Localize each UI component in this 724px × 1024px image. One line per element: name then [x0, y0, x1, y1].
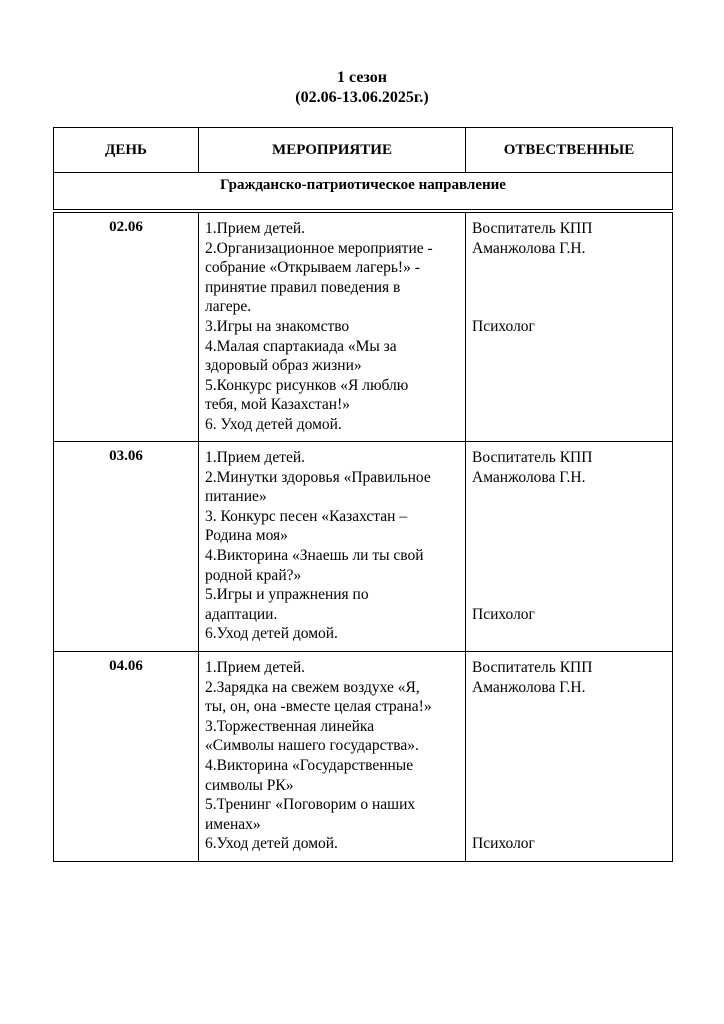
event-line: «Символы нашего государства».	[205, 737, 419, 755]
event-line: 6.Уход детей домой.	[205, 835, 338, 853]
event-line: 6.Уход детей домой.	[205, 625, 338, 643]
event-line: 6. Уход детей домой.	[205, 415, 342, 433]
table-row	[54, 652, 673, 862]
day-cell: 03.06	[54, 442, 199, 652]
event-line: принятие правил поведения в	[205, 278, 401, 296]
schedule-table	[53, 127, 673, 862]
table-row	[54, 442, 673, 652]
day-cell: 02.06	[54, 211, 199, 442]
day-cell: 04.06	[54, 652, 199, 862]
responsible-name: Аманжолова Г.Н.	[472, 678, 586, 696]
event-line: 3. Конкурс песен «Казахстан –	[205, 507, 408, 525]
responsible-cell	[466, 442, 673, 652]
event-line: питание»	[205, 488, 267, 506]
event-cell	[199, 652, 466, 862]
responsible-cell	[466, 211, 673, 442]
event-line: 5.Конкурс рисунков «Я люблю	[205, 376, 409, 394]
responsible-role: Воспитатель КПП	[472, 659, 593, 676]
psychologist-label: Психолог	[472, 606, 535, 623]
page-header	[0, 68, 724, 108]
event-line: 4.Малая спартакиада «Мы за	[205, 337, 397, 355]
event-line: 2.Организационное мероприятие -	[205, 239, 433, 257]
responsible-name: Аманжолова Г.Н.	[472, 239, 586, 257]
season-title: 1 сезон	[337, 69, 387, 86]
event-line: 3.Торжественная линейка	[205, 717, 375, 735]
responsible-role: Воспитатель КПП	[472, 449, 593, 466]
event-line: именах»	[205, 815, 261, 833]
event-line: 3.Игры на знакомство	[205, 317, 350, 335]
event-line: 1.Прием детей.	[205, 449, 306, 466]
event-line: ты, он, она -вместе целая страна!»	[205, 698, 432, 716]
event-line: символы РК»	[205, 776, 294, 794]
psychologist-label: Психолог	[472, 318, 535, 335]
psychologist-label: Психолог	[472, 835, 535, 852]
season-dates: (02.06-13.06.2025г.)	[295, 89, 429, 106]
event-line: родной край?»	[205, 566, 302, 584]
responsible-name: Аманжолова Г.Н.	[472, 468, 586, 486]
event-line: здоровый образ жизни»	[205, 357, 362, 375]
table-row	[54, 211, 673, 442]
event-line: лагере.	[205, 298, 252, 316]
column-header-event: МЕРОПРИЯТИЕ	[199, 128, 466, 173]
event-line: 2.Минутки здоровья «Правильное	[205, 468, 431, 486]
section-row	[54, 173, 673, 212]
event-line: адаптации.	[205, 605, 278, 623]
table-header-row	[54, 128, 673, 173]
responsible-cell	[466, 652, 673, 862]
event-line: 5.Игры и упражнения по	[205, 586, 369, 604]
event-cell	[199, 211, 466, 442]
column-header-day: ДЕНЬ	[54, 128, 199, 173]
event-cell	[199, 442, 466, 652]
event-line: 5.Тренинг «Поговорим о наших	[205, 796, 416, 814]
event-line: 1.Прием детей.	[205, 220, 306, 237]
event-line: тебя, мой Казахстан!»	[205, 396, 351, 414]
event-line: Родина моя»	[205, 527, 288, 545]
event-line: 4.Викторина «Знаешь ли ты свой	[205, 546, 424, 564]
event-line: 1.Прием детей.	[205, 659, 306, 676]
section-title: Гражданско-патриотическое направление	[54, 173, 673, 212]
event-line: 2.Зарядка на свежем воздухе «Я,	[205, 678, 420, 696]
event-line: собрание «Открываем лагерь!» -	[205, 259, 420, 277]
event-line: 4.Викторина «Государственные	[205, 756, 414, 774]
column-header-responsible: ОТВЕСТВЕННЫЕ	[466, 128, 673, 173]
responsible-role: Воспитатель КПП	[472, 220, 593, 237]
